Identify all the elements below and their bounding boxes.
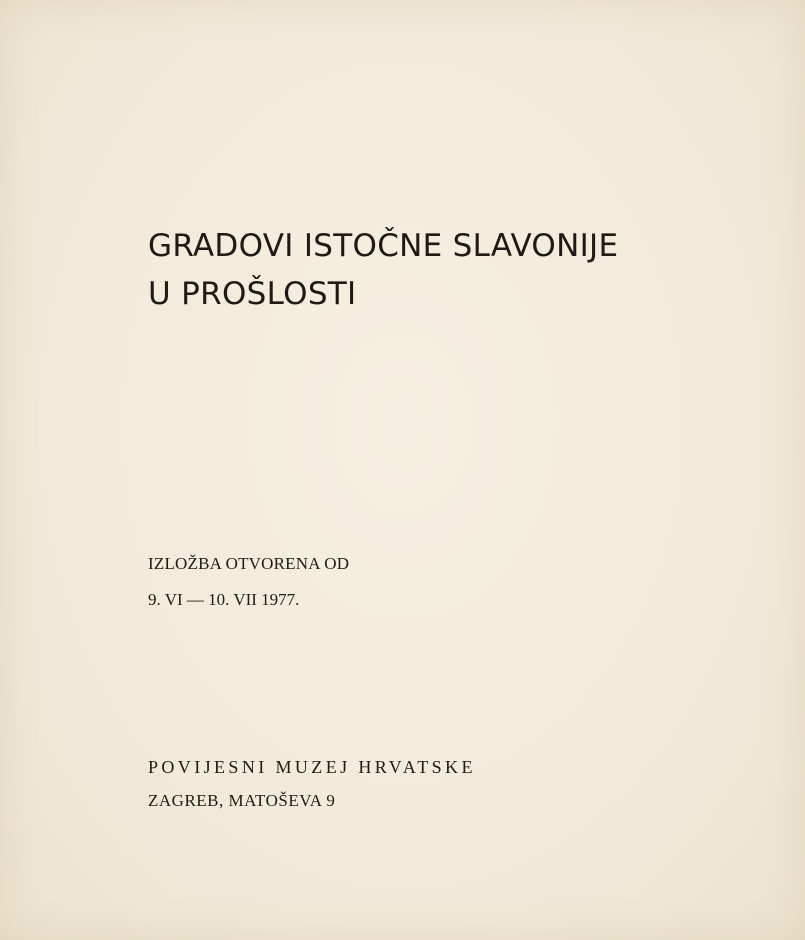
- title-line-1: GRADOVI ISTOČNE SLAVONIJE: [148, 228, 619, 264]
- exhibition-info: [148, 546, 349, 618]
- exhibition-label: IZLOŽBA OTVORENA OD: [148, 554, 350, 573]
- page-title: [148, 222, 618, 318]
- museum-address: ZAGREB, MATOŠEVA 9: [148, 791, 336, 810]
- museum-info: [148, 750, 476, 818]
- museum-name: POVIJESNI MUZEJ HRVATSKE: [148, 757, 476, 777]
- exhibition-dates: 9. VI — 10. VII 1977.: [148, 590, 300, 609]
- title-line-2: U PROŠLOSTI: [148, 276, 357, 312]
